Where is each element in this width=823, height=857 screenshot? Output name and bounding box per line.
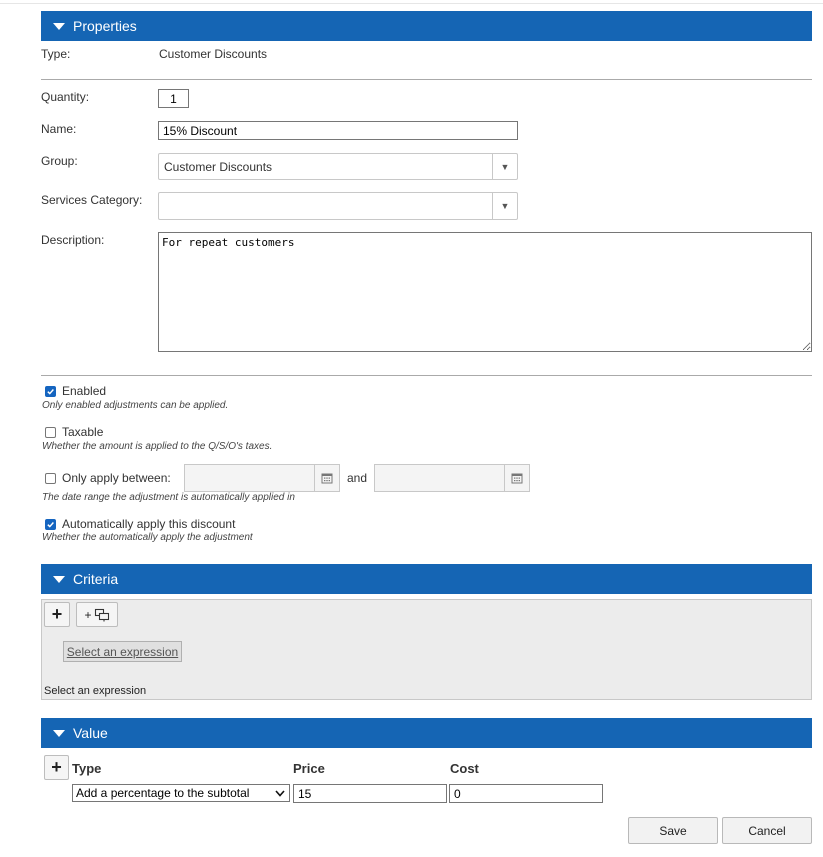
add-group-icon <box>94 608 110 622</box>
value-header[interactable] <box>41 718 812 748</box>
only-apply-between-label[interactable]: Only apply between: <box>62 471 171 485</box>
enabled-label[interactable]: Enabled <box>62 384 107 398</box>
collapse-triangle-icon <box>53 23 65 30</box>
group-select-value: Customer Discounts <box>164 159 273 174</box>
taxable-hint: Whether the amount is applied to the Q/S/O's taxes. <box>42 441 273 452</box>
auto-apply-checkbox[interactable] <box>45 519 56 530</box>
price-input[interactable]: 15 <box>293 784 447 803</box>
dropdown-arrow-icon[interactable]: ▼ <box>492 154 517 179</box>
plus-icon: + <box>51 757 62 777</box>
plus-icon: + <box>51 604 63 624</box>
collapse-triangle-icon <box>53 576 65 583</box>
value-type-select-value: Add a percentage to the subtotal <box>76 786 250 800</box>
only-apply-between-option[interactable] <box>45 471 171 485</box>
type-label: Type: <box>41 47 71 61</box>
add-value-row-button[interactable] <box>44 755 69 780</box>
only-apply-between-checkbox[interactable] <box>45 473 56 484</box>
save-button[interactable]: Save <box>628 817 718 844</box>
and-label: and <box>347 471 368 485</box>
cancel-button[interactable]: Cancel <box>722 817 812 844</box>
add-group-plus: + <box>84 607 92 622</box>
taxable-label[interactable]: Taxable <box>62 425 104 439</box>
price-column-header: Price <box>293 761 325 776</box>
add-expression-button[interactable] <box>44 602 70 627</box>
type-value: Customer Discounts <box>159 47 268 61</box>
calendar-icon[interactable] <box>504 465 529 491</box>
collapse-triangle-icon <box>53 730 65 737</box>
auto-apply-hint: Whether the automatically apply the adjustment <box>42 532 253 543</box>
calendar-icon[interactable] <box>314 465 339 491</box>
description-textarea[interactable] <box>158 232 812 352</box>
taxable-option[interactable] <box>45 425 103 439</box>
dropdown-arrow-icon[interactable]: ▼ <box>492 193 517 219</box>
end-date-picker[interactable] <box>374 464 530 492</box>
criteria-header-label: Criteria <box>73 571 119 587</box>
value-type-select[interactable] <box>72 784 290 802</box>
name-input[interactable]: 15% Discount <box>158 121 518 140</box>
enabled-hint: Only enabled adjustments can be applied. <box>42 400 229 411</box>
criteria-status-text: Select an expression <box>44 685 147 697</box>
services-category-select[interactable] <box>158 192 518 220</box>
start-date-picker[interactable] <box>184 464 340 492</box>
group-label: Group: <box>41 154 78 168</box>
top-divider <box>0 3 823 4</box>
divider <box>41 79 812 80</box>
description-label: Description: <box>41 233 105 247</box>
name-label: Name: <box>41 122 77 136</box>
enabled-checkbox[interactable] <box>45 386 56 397</box>
auto-apply-label[interactable]: Automatically apply this discount <box>62 517 236 531</box>
start-date-input[interactable] <box>185 465 314 491</box>
taxable-checkbox[interactable] <box>45 427 56 438</box>
value-header-label: Value <box>73 725 108 741</box>
criteria-header[interactable] <box>41 564 812 594</box>
add-group-button[interactable] <box>76 602 118 627</box>
quantity-input[interactable]: 1 <box>158 89 189 108</box>
type-column-header: Type <box>72 761 102 776</box>
auto-apply-option[interactable] <box>45 517 235 531</box>
services-category-label: Services Category: <box>41 193 143 207</box>
divider <box>41 375 812 376</box>
properties-header-label: Properties <box>73 18 137 34</box>
end-date-input[interactable] <box>375 465 504 491</box>
select-expression-link[interactable]: Select an expression <box>63 641 182 662</box>
enabled-option[interactable] <box>45 384 106 398</box>
only-apply-between-hint: The date range the adjustment is automatically applied in <box>42 492 295 503</box>
cost-input[interactable]: 0 <box>449 784 603 803</box>
group-select[interactable] <box>158 153 518 180</box>
quantity-label: Quantity: <box>41 90 90 104</box>
properties-header[interactable] <box>41 11 812 41</box>
chevron-down-icon <box>275 790 285 797</box>
cost-column-header: Cost <box>450 761 479 776</box>
